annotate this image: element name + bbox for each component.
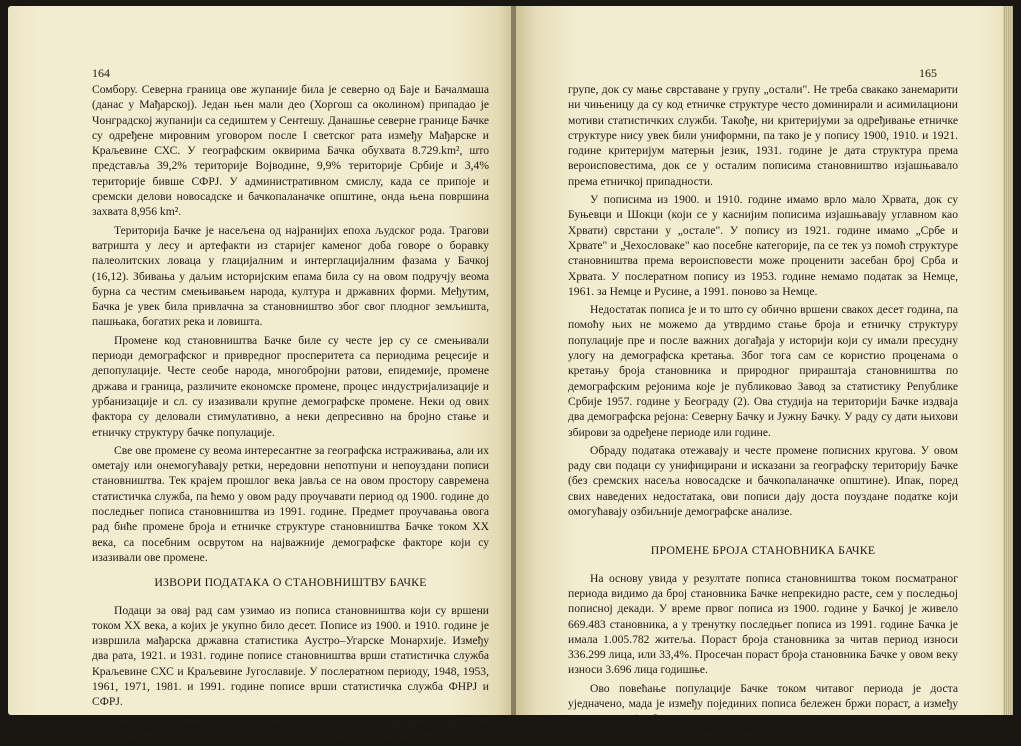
right-paragraph-5: На основу увида у резултате пописа становништва током посматраног периода видимо да број становника Бачке непрекидно расте, сем у последњој пописној декади. У време првог пописа из 1900. године у Бачкој је живело 669.483 становника, а у тренутку последњег пописа из 1991. године Бачка је имала 1.005.782 житеља. Пораст броја становника за читав период износи 336.299 лица, или 33,4%. Просечан пораст броја становника Бачке у овом веку износи 3.696 лица годишње.: [568, 571, 958, 677]
right-page-number: 165: [919, 66, 937, 80]
left-page: [8, 6, 513, 742]
left-page-number: 164: [92, 66, 110, 80]
left-section-heading: ИЗВОРИ ПОДАТАКА О СТАНОВНИШТВУ БАЧКЕ: [154, 575, 427, 590]
left-paragraph-1: Сомбору. Северна граница ове жупаније била је северно од Баје и Бачалмаша (данас у Мађарској). Један њен мали део (Хоргош са околином) припадао је Чонградској жупанији са седиштем у Сентешу. Данашње северне границе Бачке су одређене мировним уговором после I светског рата између Мађарске и Краљевине СХС. У географским оквирима Бачка обухвата 8.729.km², што представља 39,2% територије Војводине, 9,9% територије Србије и 3,4% територије бивше СФРЈ. У административном смислу, када се припоје и сремски делови новосадске и бачкопаланачке општине, онда њена површина захвата 8,956 km².: [92, 83, 489, 219]
left-page-body: [92, 82, 489, 746]
right-paragraph-2: У пописима из 1900. и 1910. године имамо врло мало Хрвата, док су Буњевци и Шокци (који се у каснијим пописима изјашњавају углавном као Хрвати) сврстани у „остале". У попису из 1921. године имамо „Србе и Хрвате" и „Чехословаке" као посебне категорије, па се тек уз помоћ структуре становништва према вероисповести може проценити засебан број Срба и Хрвата. У послератном попису из 1953. године немамо податак за Немце, 1961. за Немце и Русине, а 1991. поново за Немце.: [568, 193, 958, 298]
right-paragraph-6: Ово повећање популације Бачке током читавог периода је доста уједначено, мада је између појединих пописа бележен бржи пораст, а између других спорији. Ове промене можемо уочити анализом пописа становништва који су у Бачкој током овог века регистровали следеће резултате:: [568, 681, 958, 741]
page-edges: [1003, 6, 1013, 715]
right-page-body: [568, 82, 958, 745]
right-paragraph-1: групе, док су мање сврставане у групу „остали". Не треба свакако занемарити ни чињеницу да су код етничке структуре често доминирали и асимилациони мотиви статистичких служби. Такође, ни критеријуми за одређивање етничке структуре нису увек били униформни, па тако је у попису 1900, 1910. и 1921. године критеријум матерњи језик, 1931. године је дата структура према вероисповестима, док се у осталим пописима становништво изјашњавало према етничкој припадности.: [568, 83, 958, 188]
left-paragraph-5: Подаци за овај рад сам узимао из пописа становништва који су вршени током XX века, а којих је укупно било десет. Пописе из 1900. и 1910. године је извршила мађарска државна статистика Аустро–Угарске Монархије. Између два рата, 1921. и 1931. године пописе становништва врши статистичка служба Краљевине СХС и Краљевине Југославије. У послератном периоду, 1948, 1953, 1961, 1971, 1981. и 1991. године пописе врши статистичка служба ФНРЈ и СФРЈ.: [92, 603, 489, 709]
left-paragraph-2: Територија Бачке је насељена од најранијих епоха људског рода. Трагови ватришта у лесу и артефакти из старијег каменог доба говоре о боравку палеолитских ловаца у глацијалним и интерглацијалним фазама у Бачкој (16,12). Збивања у даљим историјским епама била су на овом подручју веома бурна са честим смењивањем народа, култура и државних форми. Међутим, Бачка је увек била привлачна за становништво због свог плодног земљишта, пашњака, богатих река и ловишта.: [92, 223, 489, 329]
right-page: [516, 6, 1013, 741]
left-paragraph-3: Промене код становништва Бачке биле су честе јер су се смењивали периоди демографског и привредног просперитета са периодима рецесије и депопулације. Честе сеобе народа, многобројни ратови, епидемије, промене држава и граница, различите економске промене, процес индустријализације и урбанизације и сл. су изазивали крупне демографске промене. Неки од ових фактора су деловали стимулативно, а неки депресивно на бројно стање и етничку структуру бачке популације.: [92, 333, 489, 439]
right-paragraph-3: Недостатак пописа је и то што су обично вршени свакох десет година, па помоћу њих не можемо да утврдимо стање броја и етничку структуру популације пре и после важних догађаја у историји који су имали пресудну улогу на демографска кретања. Због тога сам се користио проценама о кретању броја становника и природног прираштаја становништва по демографским рејонима које је публиковао Завод за статистику Републике Србије 1957. године у Београду (2). Ова студија на територији Бачке издваја два демографска рејона: Северну Бачку и Јужну Бачку. У раду су дати њихови збирови за одређене периоде или године.: [568, 303, 958, 439]
left-paragraph-4: Све ове промене су веома интересантне за географска истраживања, али их ометају или онемогућавају ретки, нередовни непотпуни и непоуздани пописи становништва. Тек крајем прошлог века јавља се на овом простору савремена статистичка служба, па ћемо у овом раду проучавати период од 1900. године до последњег пописа становништва из 1991. године. Предмет проучавања овога рад биће промене броја и етничке структуре становништва Бачке током XX века, са посебним осврутом на најважније демографске факторе који су изазивали ове промене.: [92, 443, 489, 564]
book-spread: [8, 6, 1013, 742]
right-paragraph-4: Обраду података отежавају и честе промене пописних кругова. У овом раду сви подаци су унифицирани и исказани за географску територију Бачке (без сремских насеља новосадске и бачкопаланачке општине). Ипак, поред свих наведених недостатака, ови пописи дају доста поуздане податке који омогућавају озбиљније демографске анализе.: [568, 443, 958, 519]
left-paragraph-6: Пописи становништва нису увек поштовали исте принципе приликом издвајања етничких група, него су обично издвајане бројчано веће етничке: [92, 713, 489, 742]
right-section-heading: ПРОМЕНЕ БРОЈА СТАНОВНИКА БАЧКЕ: [650, 543, 876, 558]
